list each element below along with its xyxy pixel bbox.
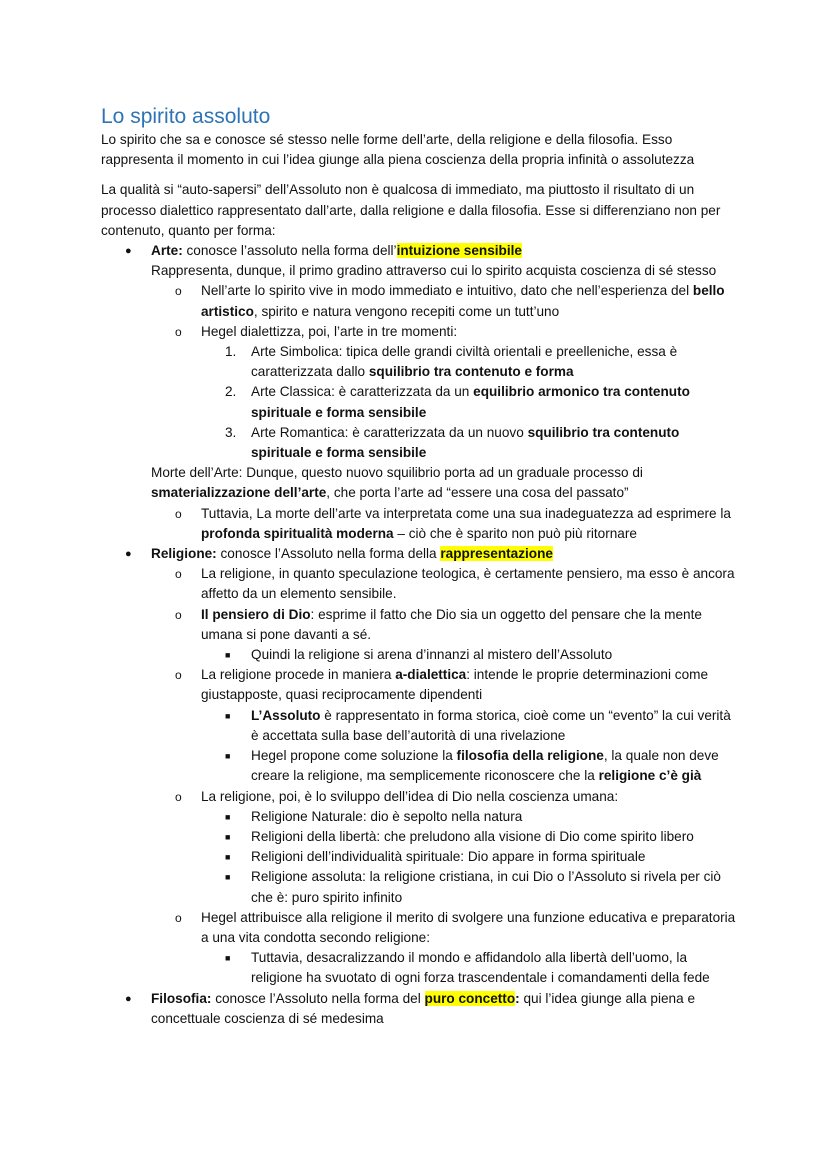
circle-bullet-icon: o: [175, 506, 182, 521]
list-item-religione-p3-sub1: ■ L’Assoluto è rappresentato in forma storica, cioè come un “evento” la cui verità è accettata sulla base dell’autorità di una rivelazione: [225, 707, 731, 743]
square-bullet-icon: ■: [225, 852, 231, 863]
bullet-icon: ●: [125, 548, 132, 561]
list-item-religione-p2-sub: ■ Quindi la religione si arena d’innanzi al mistero dell’Assoluto: [101, 645, 741, 665]
list-item-moment: 3. Arte Romantica: è caratterizzata da un nuovo squilibrio tra contenuto spirituale e forma sensibile: [225, 424, 680, 461]
square-bullet-icon: ■: [225, 811, 231, 822]
list-item-moment: 1. Arte Simbolica: tipica delle grandi civiltà orientali e preelleniche, essa è caratterizzata dallo squilibrio tra contenuto e forma: [225, 344, 678, 380]
death-of-art-paragraph: Morte dell’Arte: Dunque, questo nuovo squilibrio porta ad un graduale processo di smaterializzazione dell’arte, che porta l’arte ad “essere una cosa del passato”: [151, 465, 643, 501]
circle-bullet-icon: o: [175, 607, 182, 622]
list-item-religione-p5: o Hegel attribuisce alla religione il merito di svolgere una funzione educativa e preparatoria a una vita condotta secondo religione:: [175, 909, 736, 945]
list-item-religione-p5-sub: ■ Tuttavia, desacralizzando il mondo e affidandolo alla libertà dell’uomo, la religione ha svuotato di ogni forza trascendentale i comandamenti della fede: [225, 950, 710, 986]
list-item-moment: 2. Arte Classica: è caratterizzata da un equilibrio armonico tra contenuto spirituale e forma sensibile: [225, 384, 690, 420]
page-title: Lo spirito assoluto: [101, 105, 271, 128]
bullet-icon: ●: [125, 245, 132, 258]
list-item-religione: ● Religione: conosce l’Assoluto nella forma della rappresentazione: [101, 544, 741, 564]
circle-bullet-icon: o: [175, 910, 182, 925]
square-bullet-icon: ■: [225, 751, 231, 762]
square-bullet-icon: ■: [225, 710, 231, 721]
circle-bullet-icon: o: [175, 567, 182, 582]
list-item-religion-type: ■ Religione Naturale: dio è sepolto nella natura: [101, 807, 741, 827]
list-item-arte-point1: o Nell’arte lo spirito vive in modo immediato e intuitivo, dato che nell’esperienza del bello artistico, spirito e natura vengono recepiti come un tutt’uno: [175, 283, 725, 319]
circle-bullet-icon: o: [175, 324, 182, 339]
list-item-religione-p1: o La religione, in quanto speculazione teologica, è certamente pensiero, ma esso è ancora affetto da un elemento sensibile.: [175, 566, 735, 602]
bullet-icon: ●: [125, 992, 132, 1005]
highlight-rappresentazione: rappresentazione: [440, 546, 553, 562]
list-item-arte: ● Arte: conosce l’assoluto nella forma dell’intuizione sensibile: [101, 241, 741, 261]
circle-bullet-icon: o: [175, 789, 182, 804]
list-item-filosofia: ● Filosofia: conosce l’Assoluto nella forma del puro concetto: qui l’idea giunge alla piena e concettuale coscienza di sé medesima: [125, 990, 696, 1026]
list-item-arte-point2: o Hegel dialettizza, poi, l’arte in tre momenti:: [101, 322, 741, 342]
highlight-puro-concetto: puro concetto: [424, 990, 516, 1006]
list-item-death-point: o Tuttavia, La morte dell’arte va interpretata come una sua inadeguatezza ad esprimere la profonda spiritualità moderna – ciò che è sparito non può più ritornare: [175, 505, 731, 541]
document-body: [101, 104, 741, 1029]
process-paragraph: La qualità si “auto-sapersi” dell’Assoluto non è qualcosa di immediato, ma piuttosto il risultato di un processo dialettico rappresentato dall’arte, dalla religione e dalla filosofia. Esse si differenziano non per contenuto, quanto per forma:: [101, 182, 721, 238]
square-bullet-icon: ■: [225, 650, 231, 661]
list-item-religione-p3: o La religione procede in maniera a-dialettica: intende le proprie determinazioni come giustapposte, quasi reciprocamente dipendenti: [175, 667, 709, 703]
list-item-religion-type: ■ Religioni dell’individualità spirituale: Dio appare in forma spirituale: [101, 847, 741, 867]
highlight-intuizione: intuizione sensibile: [396, 243, 522, 259]
square-bullet-icon: ■: [225, 872, 231, 883]
list-item-religione-p4: o La religione, poi, è lo sviluppo dell’idea di Dio nella coscienza umana:: [101, 787, 741, 807]
list-item-religion-type: ■ Religione assoluta: la religione cristiana, in cui Dio o l’Assoluto si rivela per ciò che è: puro spirito infinito: [225, 869, 721, 905]
intro-paragraph: Lo spirito che sa e conosce sé stesso nelle forme dell’arte, della religione e della filosofia. Esso rappresenta il momento in cui l’idea giunge alla piena coscienza della propria infinità o assolutezza: [101, 132, 695, 168]
list-item-religion-type: ■ Religioni della libertà: che preludono alla visione di Dio come spirito libero: [101, 827, 741, 847]
circle-bullet-icon: o: [175, 668, 182, 683]
square-bullet-icon: ■: [225, 831, 231, 842]
arte-subtext: Rappresenta, dunque, il primo gradino attraverso cui lo spirito acquista coscienza di sé stesso: [151, 263, 717, 279]
list-item-religione-p2: o Il pensiero di Dio: esprime il fatto che Dio sia un oggetto del pensare che la mente umana si pone davanti a sé.: [175, 606, 702, 642]
square-bullet-icon: ■: [225, 953, 231, 964]
list-item-religione-p3-sub2: ■ Hegel propone come soluzione la filosofia della religione, la quale non deve creare la religione, ma semplicemente riconoscere che la religione c’è già: [225, 748, 719, 784]
circle-bullet-icon: o: [175, 284, 182, 299]
